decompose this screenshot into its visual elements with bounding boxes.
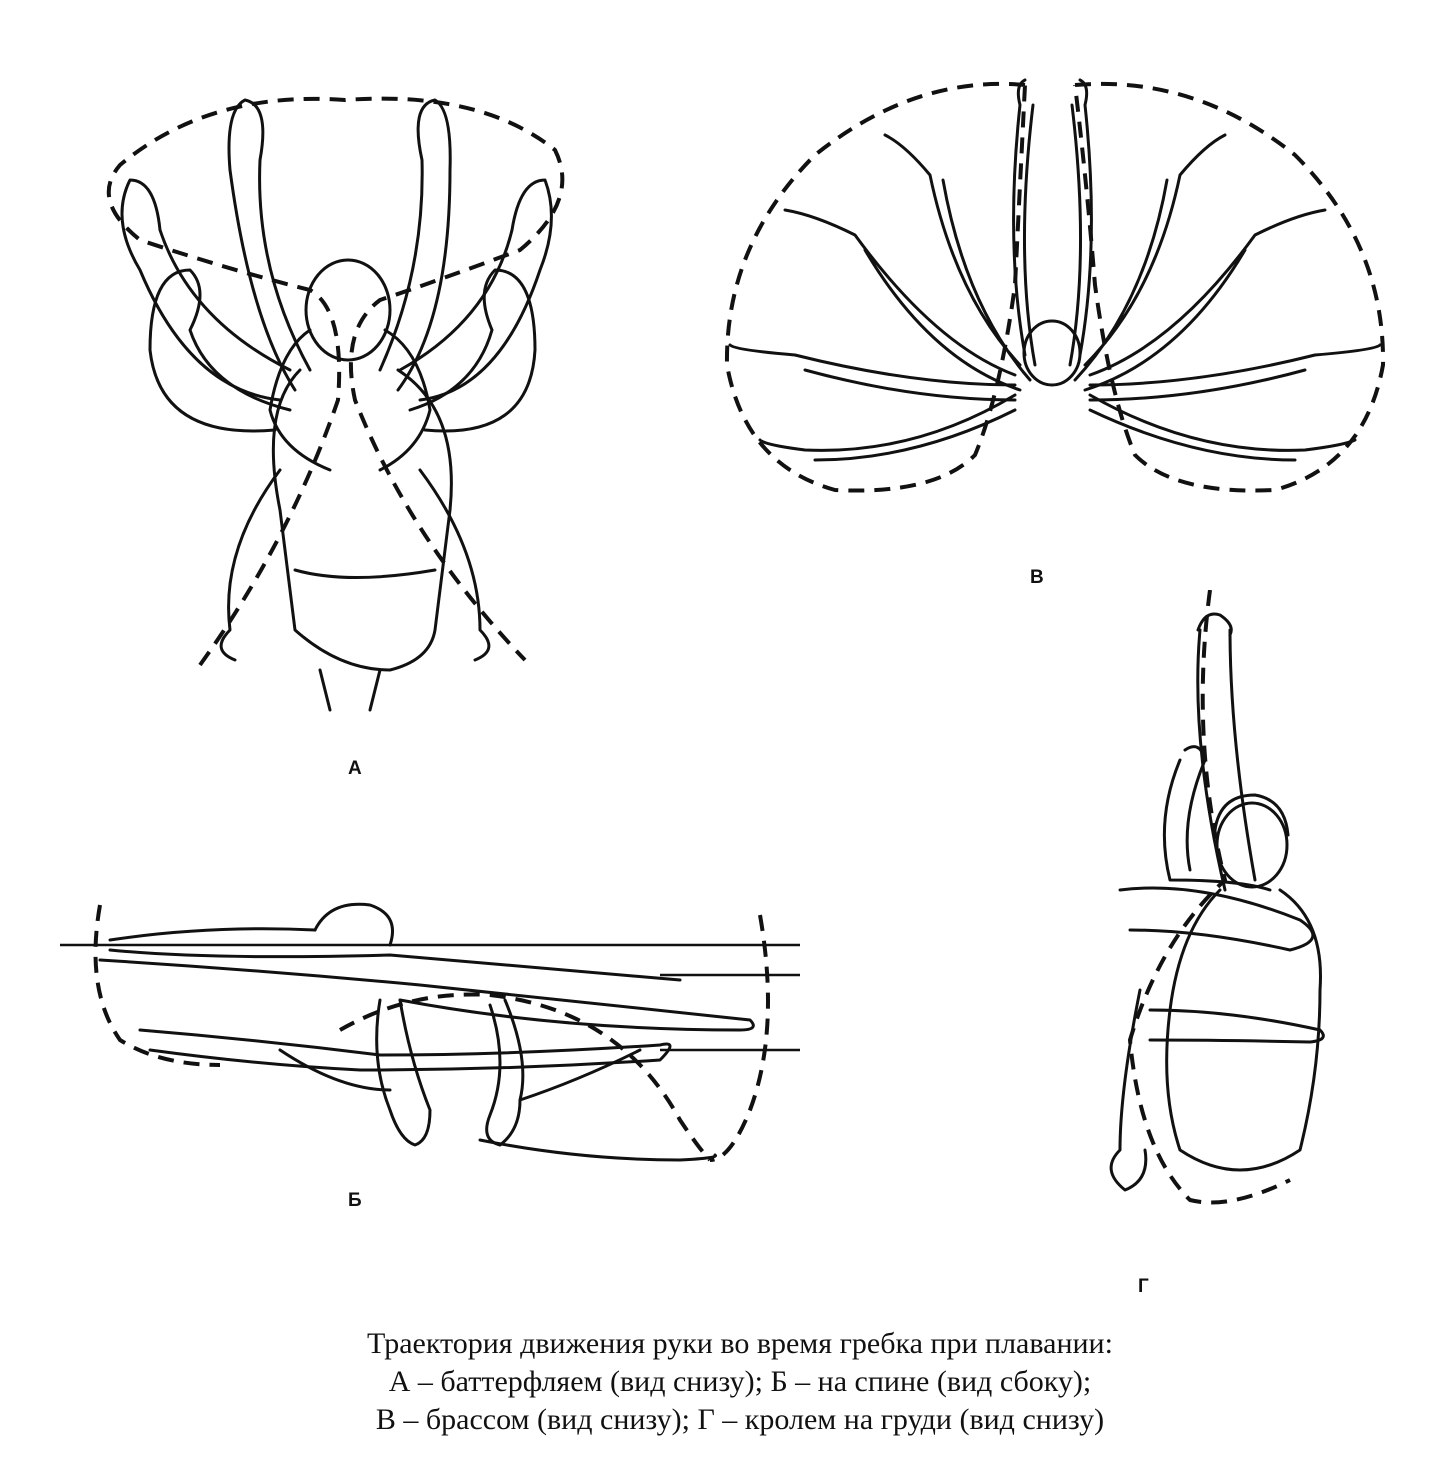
caption-line-1: Траектория движения руки во время гребка при плавании: [367, 1327, 1113, 1360]
label-b: Б [348, 1190, 362, 1211]
caption-line-2: А – баттерфляем (вид снизу); Б – на спине (вид сбоку); [388, 1365, 1092, 1398]
caption-line-3: В – брассом (вид снизу); Г – кролем на груди (вид снизу) [375, 1403, 1105, 1436]
figure-g-crawl [1080, 590, 1350, 1230]
figure-b-backstroke [60, 890, 805, 1180]
figure-v-breaststroke [715, 65, 1395, 505]
breaststroke-illustration [715, 65, 1395, 505]
label-a: А [348, 758, 362, 779]
figure-caption [180, 1325, 1300, 1439]
label-v: В [1030, 567, 1044, 588]
label-g: Г [1138, 1276, 1149, 1297]
figure-a-butterfly [80, 70, 600, 730]
butterfly-illustration [80, 70, 600, 730]
backstroke-illustration [60, 890, 805, 1180]
crawl-illustration [1080, 590, 1350, 1230]
